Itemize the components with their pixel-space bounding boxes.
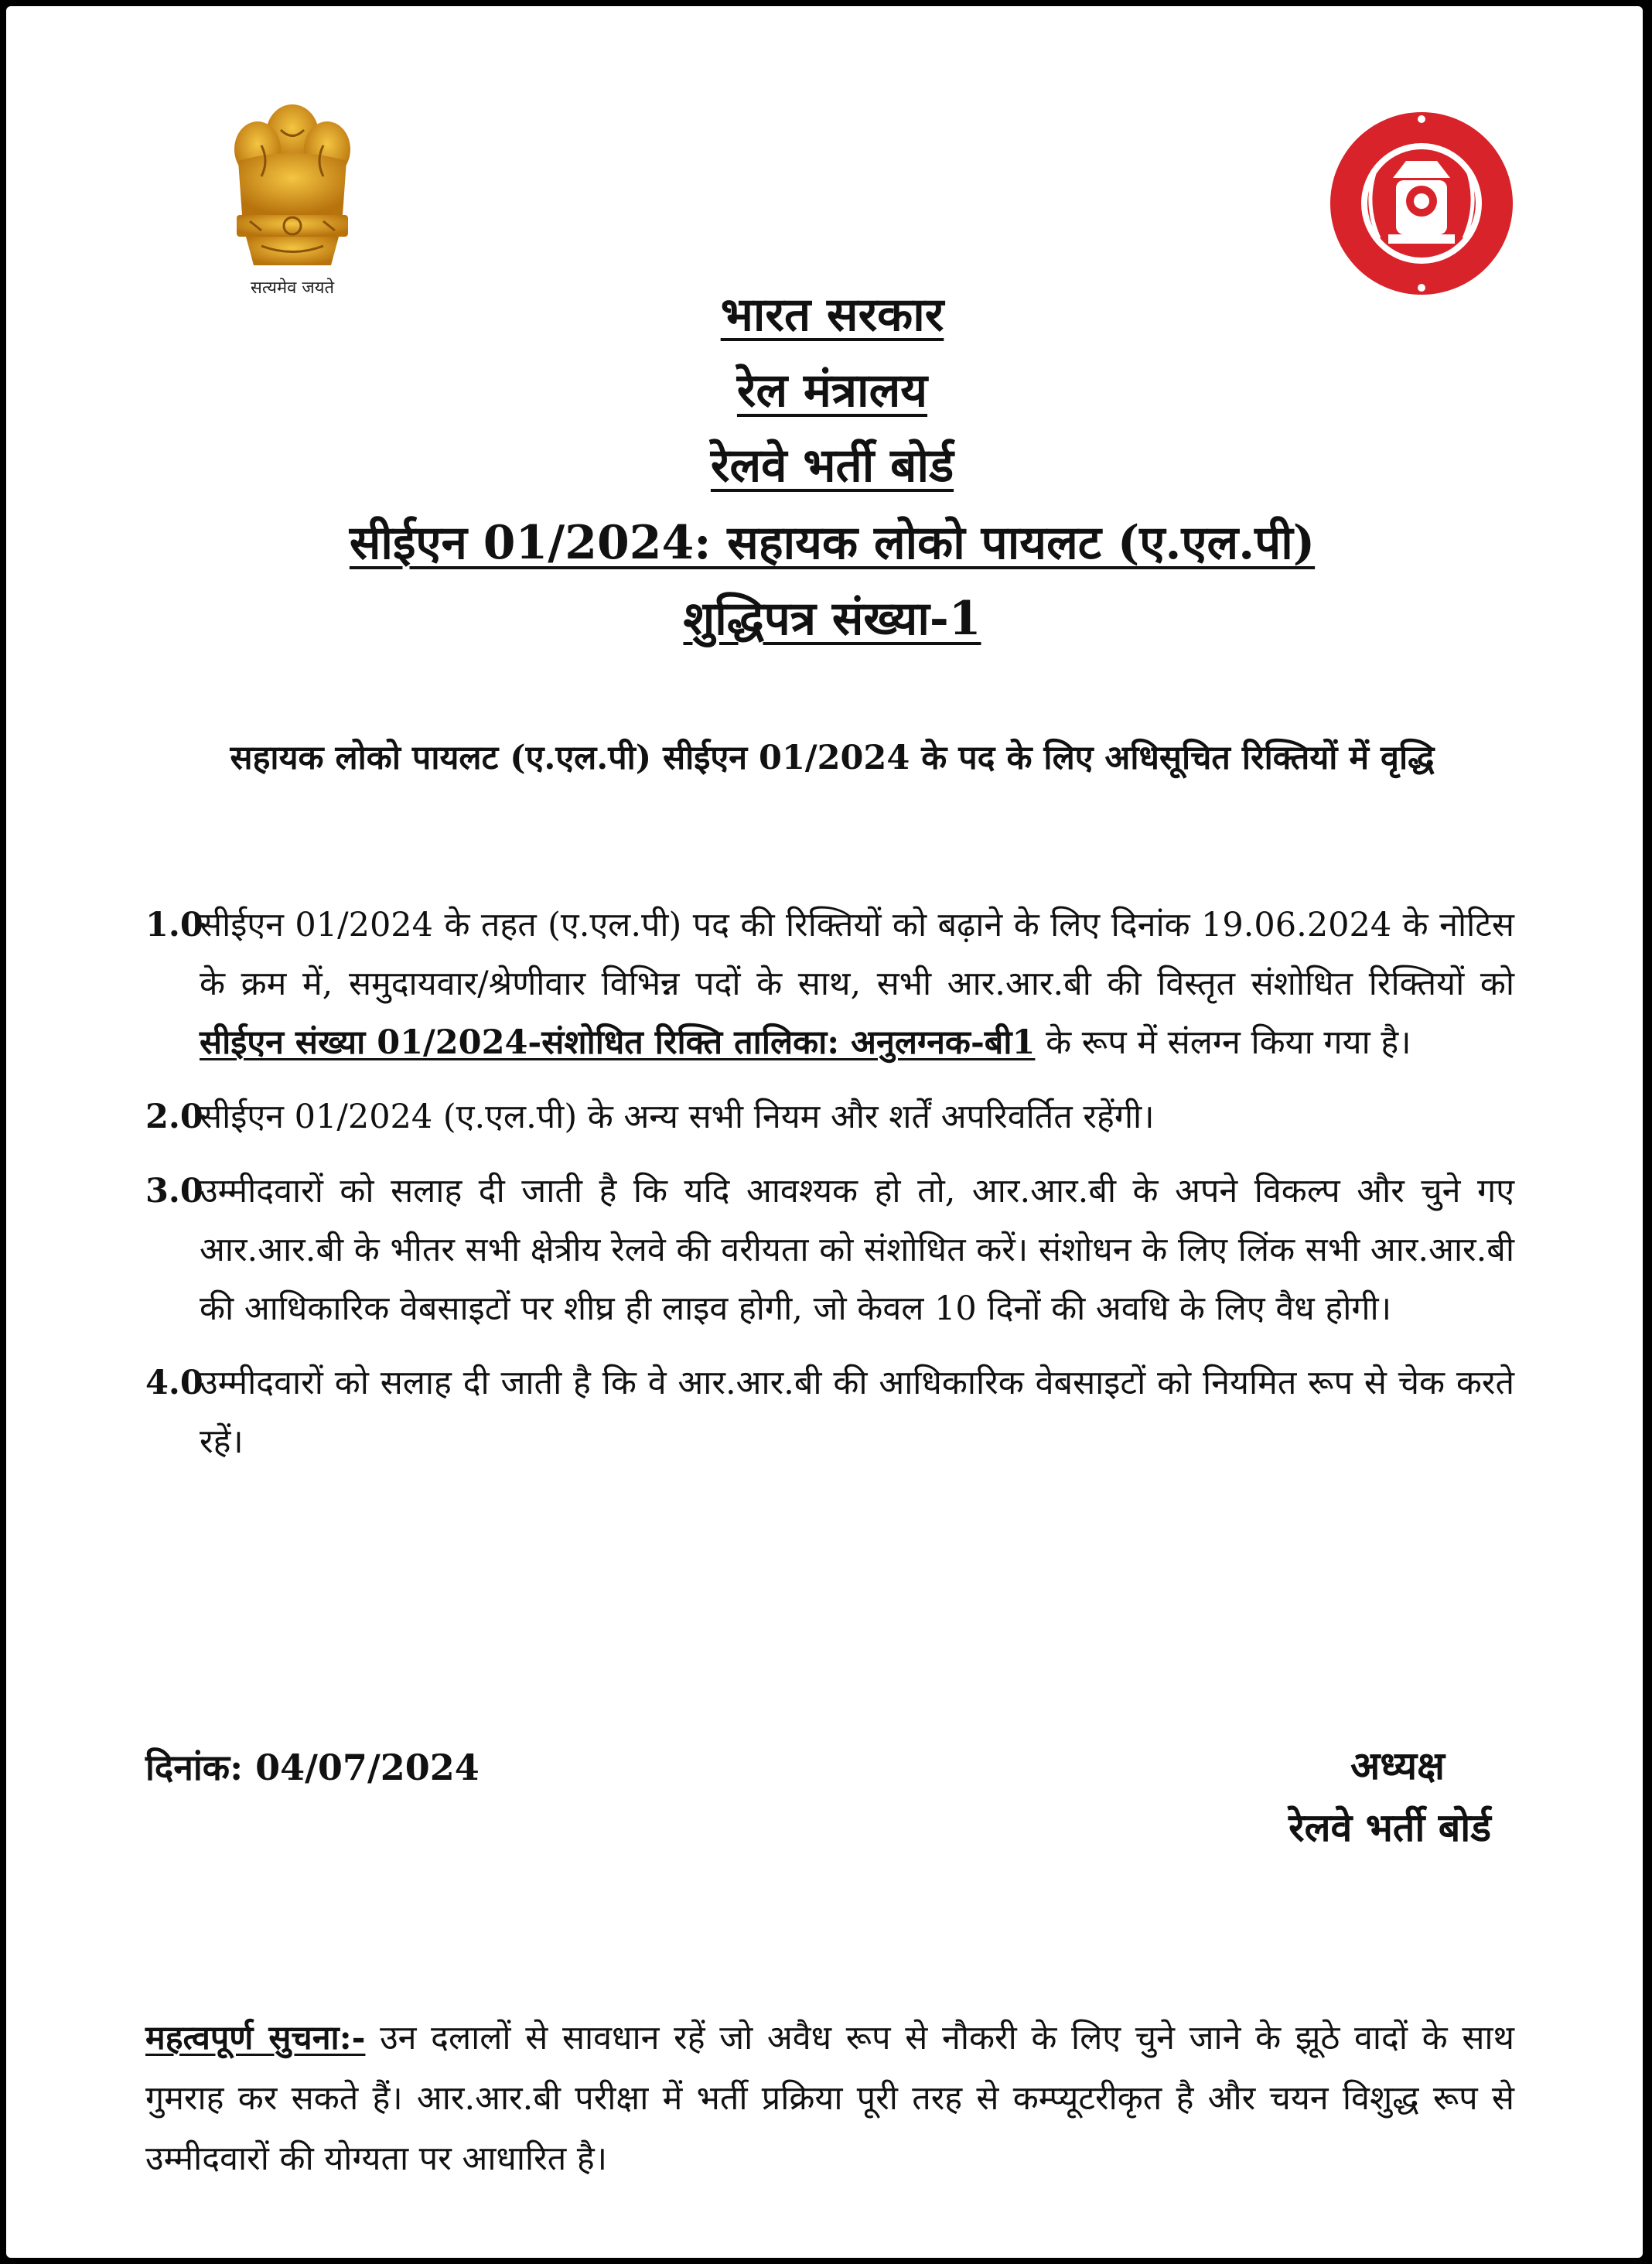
heading-government: भारत सरकार: [720, 288, 944, 342]
heading-cen: सीईएन 01/2024: सहायक लोको पायलट (ए.एल.पी): [349, 516, 1316, 570]
points-list: [145, 896, 1514, 1487]
lion-capital-icon: [215, 99, 370, 273]
notice-text: उन दलालों से सावधान रहें जो अवैध रूप से नौकरी के लिए चुने जाने के झूठे वादों के साथ गुमराह कर सकते हैं। आर.आर.बी परीक्षा में भर्ती प्रक्रिया पूरी तरह से कम्प्यूटरीकृत है और चयन विशुद्ध रूप से उम्मीदवारों की योग्यता पर आधारित है।: [145, 2019, 1514, 2178]
indian-railways-logo: [1325, 107, 1518, 300]
notice-label: महत्वपूर्ण सुचना:-: [145, 2019, 366, 2057]
point-number: 3.0: [145, 1172, 203, 1211]
point-number: 2.0: [145, 1098, 203, 1136]
list-item: [145, 1162, 1514, 1338]
indian-railways-icon: [1325, 107, 1518, 300]
list-item: [145, 1088, 1514, 1146]
point-text: उम्मीदवारों को सलाह दी जाती है कि वे आर.आर.बी की आधिकारिक वेबसाइटों को नियमित रूप से चेक करते रहें।: [200, 1364, 1514, 1461]
point-number: 1.0: [145, 906, 203, 944]
point-number: 4.0: [145, 1364, 203, 1402]
point-text: उम्मीदवारों को सलाह दी जाती है कि यदि आवश्यक हो तो, आर.आर.बी के अपने विकल्प और चुने गए आर.आर.बी के भीतर सभी क्षेत्रीय रेलवे की वरीयता को संशोधित करें। संशोधन के लिए लिंक सभी आर.आर.बी की आधिकारिक वेबसाइटों पर शीघ्र ही लाइव होगी, जो केवल 10 दिनों की अवधि के लिए वैध होगी।: [200, 1172, 1514, 1328]
document-subtitle: सहायक लोको पायलट (ए.एल.पी) सीईएन 01/2024 के पद के लिए अधिसूचित रिक्तियों में वृद्धि: [230, 739, 1435, 777]
heading-ministry: रेल मंत्रालय: [736, 364, 928, 418]
list-item: [145, 1354, 1514, 1471]
point-text: सीईएन 01/2024 के तहत (ए.एल.पी) पद की रिक्तियों को बढ़ाने के लिए दिनांक 19.06.2024 के नोटिस के क्रम में, समुदायवार/श्रेणीवार विभिन्न पदों के साथ, सभी आर.आर.बी की विस्तृत संशोधित रिक्तियों को सीईएन संख्या 01/2024-संशोधित रिक्ति तालिका: अनुलग्नक-बी1 के रूप में संलग्न किया गया है।: [200, 906, 1514, 1062]
list-item: [145, 896, 1514, 1072]
heading-board: रेलवे भर्ती बोर्ड: [710, 439, 954, 493]
signature-block: [1213, 1735, 1491, 1859]
important-notice: [145, 2008, 1514, 2189]
national-emblem: [215, 99, 370, 300]
date-value: 04/07/2024: [255, 1747, 480, 1788]
emblem-motto: सत्यमेव जयते: [250, 278, 335, 298]
document-date: [145, 1743, 480, 1791]
heading-corrigendum: शुद्धिपत्र संख्या-1: [683, 592, 981, 646]
point-text: सीईएन 01/2024 (ए.एल.पी) के अन्य सभी नियम और शर्तें अपरिवर्तित रहेंगी।: [200, 1098, 1155, 1136]
signatory-org: रेलवे भर्ती बोर्ड: [1288, 1805, 1491, 1850]
document-page: [6, 6, 1643, 2258]
signatory-title: अध्यक्ष: [1350, 1743, 1445, 1788]
date-label: दिनांक:: [145, 1747, 244, 1788]
annexure-reference: सीईएन संख्या 01/2024-संशोधित रिक्ति तालिका: अनुलग्नक-बी1: [200, 1023, 1036, 1062]
